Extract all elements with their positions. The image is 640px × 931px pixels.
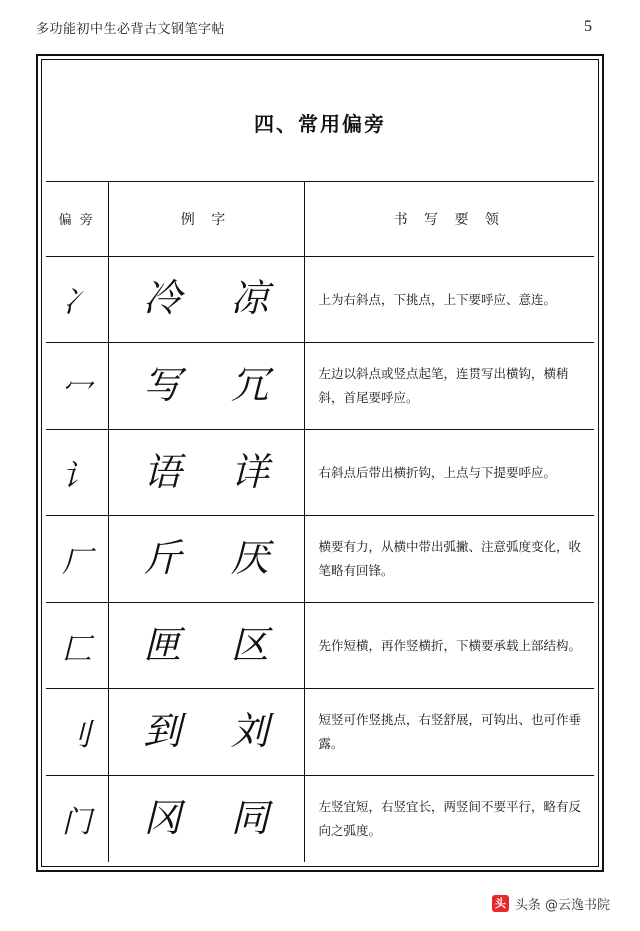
tip-cell: 横要有力，从横中带出弧撇、注意弧度变化，收笔略有回锋。: [304, 516, 594, 603]
table-row: [46, 256, 594, 343]
table-row: [46, 343, 594, 430]
radical-cell: 讠: [46, 429, 108, 516]
section-title: 四、常用偏旁: [254, 112, 386, 136]
table-row: [46, 775, 594, 862]
page-header: [36, 18, 604, 44]
tip-cell: 上为右斜点，下挑点，上下要呼应、意连。: [304, 256, 594, 343]
examples-cell: [108, 689, 304, 776]
section-title-band: [46, 64, 594, 182]
example-char: 同: [230, 797, 269, 840]
example-char: 详: [230, 451, 269, 494]
column-header-radical: 偏 旁: [46, 182, 108, 256]
radicals-table: [46, 182, 594, 862]
radical-cell: 匚: [46, 602, 108, 689]
example-char: 凉: [230, 278, 269, 321]
examples-cell: [108, 775, 304, 862]
content-frame: [36, 54, 604, 872]
radical-cell: 刂: [46, 689, 108, 776]
examples-cell: [108, 429, 304, 516]
example-char: 刘: [230, 711, 269, 754]
table-header-row: [46, 182, 594, 256]
example-char: 冗: [230, 364, 269, 407]
tip-cell: 左竖宜短，右竖宜长，两竖间不要平行，略有反向之弧度。: [304, 775, 594, 862]
tip-cell: 左边以斜点或竖点起笔，连贯写出横钩，横稍斜，首尾要呼应。: [304, 343, 594, 430]
tip-cell: 先作短横，再作竖横折，下横要承载上部结构。: [304, 602, 594, 689]
watermark-source: 头条 @云逸书院: [514, 898, 610, 913]
book-title: 多功能初中生必背古文钢笔字帖: [36, 22, 226, 37]
toutiao-logo-icon: 头: [492, 895, 509, 912]
example-char: 冷: [143, 278, 182, 321]
example-char: 匣: [143, 624, 182, 667]
content-frame-inner: [41, 59, 599, 867]
table-row: [46, 516, 594, 603]
examples-cell: [108, 516, 304, 603]
watermark: [492, 894, 610, 913]
example-char: 到: [143, 711, 182, 754]
example-char: 冈: [143, 797, 182, 840]
column-header-examples: 例 字: [108, 182, 304, 256]
radical-cell: 冖: [46, 343, 108, 430]
radical-cell: 门: [46, 775, 108, 862]
radical-cell: 冫: [46, 256, 108, 343]
example-char: 厌: [230, 538, 269, 581]
column-header-tips: 书 写 要 领: [304, 182, 594, 256]
table-row: [46, 429, 594, 516]
table-row: [46, 602, 594, 689]
radicals-table-wrapper: [46, 182, 594, 862]
examples-cell: [108, 256, 304, 343]
radical-cell: 厂: [46, 516, 108, 603]
examples-cell: [108, 343, 304, 430]
example-char: 语: [143, 451, 182, 494]
example-char: 写: [143, 364, 182, 407]
example-char: 斤: [143, 538, 182, 581]
examples-cell: [108, 602, 304, 689]
page-number: 5: [584, 18, 592, 35]
example-char: 区: [230, 624, 269, 667]
tip-cell: 短竖可作竖挑点，右竖舒展，可钩出、也可作垂露。: [304, 689, 594, 776]
table-row: [46, 689, 594, 776]
tip-cell: 右斜点后带出横折钩，上点与下提要呼应。: [304, 429, 594, 516]
